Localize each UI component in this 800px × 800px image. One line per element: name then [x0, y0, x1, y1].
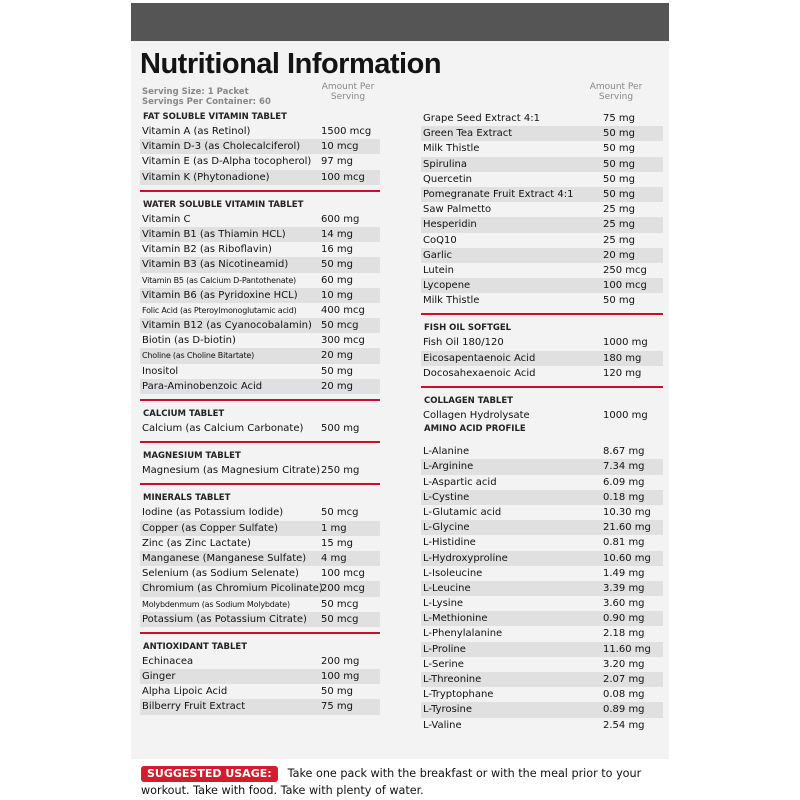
nutrient-name: Milk Thistle [423, 143, 480, 155]
nutrient-row [140, 699, 380, 714]
nutrient-amount: 2.54 mg [603, 719, 645, 731]
nutrient-row [140, 364, 380, 379]
section-title: MINERALS TABLET [143, 493, 231, 504]
nutrient-row [140, 348, 380, 363]
nutrient-name: L-Aspartic acid [423, 476, 497, 488]
nutrient-row [421, 611, 663, 626]
nutrient-row [421, 293, 663, 308]
nutrient-name: L-Glutamic acid [423, 506, 502, 518]
nutrient-row [140, 421, 380, 436]
nutrient-row [140, 318, 380, 333]
amount-header-left: Amount Per Serving [321, 82, 375, 102]
nutrient-name: L-Valine [423, 719, 462, 731]
nutrient-row [140, 581, 380, 596]
nutrient-row [421, 551, 663, 566]
section-divider [421, 313, 663, 315]
nutrient-name: Collagen Hydrolysate [423, 410, 530, 421]
nutrient-amount: 100 mcg [603, 280, 647, 292]
nutrient-amount: 6.09 mg [603, 476, 645, 488]
nutrient-row [140, 242, 380, 257]
section-antioxidant-continued [421, 111, 663, 308]
left-column [140, 111, 380, 715]
nutrient-row [140, 463, 380, 478]
nutrient-name: Saw Palmetto [423, 204, 492, 216]
nutrient-row [140, 654, 380, 669]
nutrient-amount: 100 mcg [321, 171, 365, 183]
nutrient-row [421, 202, 663, 217]
nutrient-amount: 50 mg [603, 128, 635, 140]
nutrient-name: Echinacea [142, 655, 194, 667]
nutrient-row [421, 263, 663, 278]
nutrient-row [140, 551, 380, 566]
nutrient-row [421, 217, 663, 232]
nutrient-row [421, 490, 663, 505]
section-divider [140, 399, 380, 401]
nutrient-name: L-Glycine [423, 522, 470, 534]
nutrient-name: Fish Oil 180/120 [423, 337, 504, 349]
nutrient-name: Alpha Lipoic Acid [142, 686, 228, 698]
nutrient-name: Vitamin K (Phytonadione) [142, 171, 270, 183]
nutrient-amount: 1000 mg [603, 337, 648, 349]
section-fat-soluble [140, 111, 380, 185]
nutrient-row [140, 273, 380, 288]
nutrient-row [421, 157, 663, 172]
nutrient-row [421, 535, 663, 550]
nutrient-name: Vitamin A (as Retinol) [142, 126, 251, 137]
nutrient-name: L-Arginine [423, 461, 474, 473]
nutrient-row [140, 333, 380, 348]
nutrient-amount: 50 mg [603, 173, 635, 185]
nutrient-row [140, 227, 380, 242]
nutrient-amount: 50 mcg [321, 507, 359, 519]
nutrient-name: Inositol [142, 365, 179, 377]
nutrient-amount: 8.67 mg [603, 446, 645, 458]
servings-per-container: Servings Per Container: 60 [142, 97, 271, 107]
nutrient-name: Hesperidin [423, 219, 477, 231]
nutrient-row [421, 459, 663, 474]
nutrient-name: Garlic [423, 249, 453, 261]
header-bar [131, 3, 669, 41]
nutrient-name: Quercetin [423, 173, 472, 185]
nutrient-name: Pomegranate Fruit Extract 4:1 [423, 188, 574, 200]
suggested-usage [141, 765, 671, 799]
nutrient-row [140, 124, 380, 139]
nutrient-name: L-Cystine [423, 491, 470, 503]
nutrient-amount: 50 mg [321, 259, 353, 271]
nutrient-amount: 25 mg [603, 234, 635, 246]
nutrient-amount: 3.20 mg [603, 658, 645, 670]
usage-badge: SUGGESTED USAGE: [141, 766, 278, 782]
nutrient-amount: 50 mg [603, 158, 635, 170]
nutrient-amount: 14 mg [321, 228, 353, 240]
section-fish-oil [421, 322, 663, 381]
nutrient-row [140, 379, 380, 394]
nutrient-amount: 180 mg [603, 352, 642, 364]
nutrient-name: Manganese (Manganese Sulfate) [142, 552, 307, 564]
section-title: AMINO ACID PROFILE [424, 424, 526, 435]
nutrient-row [421, 366, 663, 381]
nutrient-amount: 0.89 mg [603, 704, 645, 716]
nutrient-name: Iodine (as Potassium Iodide) [142, 507, 284, 519]
nutrient-row [421, 672, 663, 687]
section-amino-acid [421, 423, 663, 733]
usage-text: Take one pack with the breakfast or with the meal prior to your workout. Take with food. Take with plenty of water. [141, 767, 642, 797]
nutrient-row [421, 475, 663, 490]
nutrient-amount: 50 mcg [321, 613, 359, 625]
nutrient-row [421, 581, 663, 596]
nutrient-name: Milk Thistle [423, 295, 480, 307]
nutrient-name: Vitamin B1 (as Thiamin HCL) [142, 228, 286, 240]
section-magnesium [140, 450, 380, 478]
nutrient-row [140, 597, 380, 612]
section-divider [140, 441, 380, 443]
nutrient-amount: 50 mg [321, 365, 353, 377]
nutrient-name: Eicosapentaenoic Acid [423, 352, 536, 364]
nutrient-name: Copper (as Copper Sulfate) [142, 522, 278, 534]
nutrient-amount: 250 mcg [603, 264, 647, 276]
nutrient-amount: 0.08 mg [603, 689, 645, 701]
nutrient-amount: 0.18 mg [603, 491, 645, 503]
nutrient-name: Para-Aminobenzoic Acid [142, 380, 263, 392]
nutrient-row [421, 233, 663, 248]
nutrient-amount: 100 mg [321, 671, 360, 683]
page-title: Nutritional Information [140, 48, 442, 80]
nutrient-name: Docosahexaenoic Acid [423, 367, 536, 379]
nutrient-row [421, 444, 663, 459]
serving-size: Serving Size: 1 Packet [142, 87, 249, 97]
nutrient-name: Magnesium (as Magnesium Citrate) [142, 465, 320, 477]
nutrient-name: L-Proline [423, 643, 466, 655]
nutrient-row [140, 139, 380, 154]
serving-info [142, 87, 271, 107]
nutrient-row [421, 505, 663, 520]
nutrient-name: L-Methionine [423, 613, 488, 625]
nutrient-name: L-Phenylalanine [423, 628, 503, 640]
nutrient-amount: 1.49 mg [603, 567, 645, 579]
nutrient-amount: 10 mg [321, 289, 353, 301]
nutrient-row [140, 212, 380, 227]
nutrient-row [140, 669, 380, 684]
section-title: MAGNESIUM TABLET [143, 451, 241, 462]
nutrient-name: Vitamin B3 (as Nicotineamid) [142, 259, 289, 271]
nutrient-row [421, 111, 663, 126]
nutrient-name: Vitamin B6 (as Pyridoxine HCL) [142, 289, 298, 301]
nutrient-row [421, 187, 663, 202]
nutrient-amount: 60 mg [321, 274, 353, 286]
nutrient-name: Ginger [142, 671, 176, 683]
nutrient-name: Chromium (as Chromium Picolinate) [142, 583, 323, 595]
nutrient-row [140, 684, 380, 699]
nutrient-amount: 50 mg [321, 686, 353, 698]
nutrient-amount: 25 mg [603, 219, 635, 231]
nutrient-row [140, 288, 380, 303]
nutrient-amount: 0.90 mg [603, 613, 645, 625]
nutrient-amount: 10 mcg [321, 141, 359, 153]
nutrient-name: Vitamin B2 (as Riboflavin) [142, 244, 272, 256]
nutrient-name: Potassium (as Potassium Citrate) [142, 613, 307, 625]
nutrient-amount: 7.34 mg [603, 461, 645, 473]
nutrient-row [421, 626, 663, 641]
nutrient-name: Zinc (as Zinc Lactate) [142, 537, 251, 549]
nutrient-row [421, 687, 663, 702]
nutrient-row [140, 566, 380, 581]
nutrient-row [421, 335, 663, 350]
nutrient-name: Bilberry Fruit Extract [142, 701, 246, 713]
nutrient-name: L-Tyrosine [423, 704, 473, 716]
right-column [421, 111, 663, 733]
nutrient-name: Green Tea Extract [423, 128, 513, 140]
section-title: COLLAGEN TABLET [424, 396, 513, 406]
section-title: FISH OIL SOFTGEL [424, 323, 512, 334]
nutrient-name: CoQ10 [423, 234, 457, 246]
nutrient-name: L-Isoleucine [423, 567, 483, 579]
nutrient-amount: 15 mg [321, 537, 353, 549]
nutrient-name: L-Serine [423, 658, 464, 670]
nutrient-amount: 200 mcg [321, 583, 365, 595]
nutrient-amount: 11.60 mg [603, 643, 651, 655]
nutrient-amount: 4 mg [321, 552, 347, 564]
nutrient-row [140, 505, 380, 520]
nutrient-amount: 10.30 mg [603, 506, 651, 518]
nutrient-amount: 20 mg [603, 249, 635, 261]
nutrient-amount: 300 mcg [321, 335, 365, 347]
section-title: ANTIOXIDANT TABLET [143, 641, 248, 652]
nutrient-amount: 0.81 mg [603, 537, 645, 549]
nutrient-name: Biotin (as D-biotin) [142, 335, 236, 347]
nutrient-name: Grape Seed Extract 4:1 [423, 113, 540, 124]
nutrient-amount: 50 mcg [321, 320, 359, 332]
nutrient-name: L-Tryptophane [423, 689, 494, 701]
nutrient-name: Lycopene [423, 280, 471, 292]
nutrient-name: Calcium (as Calcium Carbonate) [142, 423, 304, 434]
section-title: FAT SOLUBLE VITAMIN TABLET [143, 112, 287, 122]
nutrient-row [421, 566, 663, 581]
nutrient-amount: 50 mg [603, 143, 635, 155]
section-title: CALCIUM TABLET [143, 409, 225, 419]
nutrient-amount: 50 mcg [321, 598, 359, 610]
nutrient-amount: 120 mg [603, 367, 642, 379]
nutrient-row [140, 536, 380, 551]
section-antioxidant [140, 641, 380, 715]
nutrient-amount: 16 mg [321, 244, 353, 256]
nutrient-name: L-Leucine [423, 582, 471, 594]
nutrient-amount: 21.60 mg [603, 522, 651, 534]
nutrient-name: Selenium (as Sodium Selenate) [142, 568, 299, 580]
nutrient-row [421, 408, 663, 423]
nutrient-amount: 10.60 mg [603, 552, 651, 564]
nutrient-amount: 400 mcg [321, 304, 365, 316]
nutrient-amount: 20 mg [321, 350, 353, 362]
section-minerals [140, 492, 380, 627]
nutrient-name: Vitamin B12 (as Cyanocobalamin) [142, 320, 312, 332]
spacer [421, 436, 663, 444]
nutrient-row [421, 520, 663, 535]
nutrient-name: Choline (as Choline Bitartate) [142, 351, 255, 361]
nutrient-row [140, 303, 380, 318]
nutrient-amount: 2.07 mg [603, 674, 645, 685]
nutrient-name: L-Histidine [423, 537, 476, 549]
section-water-soluble [140, 199, 380, 394]
nutrient-name: Vitamin B5 (as Calcium D-Pantothenate) [142, 275, 296, 285]
nutrient-row [421, 248, 663, 263]
nutrient-amount: 75 mg [321, 701, 353, 713]
nutrient-row [421, 351, 663, 366]
nutrient-amount: 600 mg [321, 213, 360, 225]
nutrient-amount: 1 mg [321, 522, 347, 534]
section-collagen [421, 395, 663, 423]
nutrient-amount: 3.39 mg [603, 582, 645, 594]
nutrient-amount: 97 mg [321, 156, 353, 168]
nutrient-amount: 250 mg [321, 465, 360, 477]
nutrient-amount: 75 mg [603, 113, 635, 124]
nutrient-name: Folic Acid (as Pteroylmonoglutamic acid) [142, 305, 297, 315]
nutrient-row [421, 141, 663, 156]
nutrient-amount: 500 mg [321, 423, 360, 434]
nutrient-row [140, 521, 380, 536]
nutrient-row [421, 702, 663, 717]
nutrient-row [421, 172, 663, 187]
nutrient-amount: 1000 mg [603, 410, 648, 421]
nutrient-amount: 100 mcg [321, 568, 365, 580]
nutrient-row [421, 278, 663, 293]
section-divider [140, 483, 380, 485]
nutrient-row [140, 154, 380, 169]
section-divider [140, 190, 380, 192]
nutrient-amount: 200 mg [321, 655, 360, 667]
nutrient-row [140, 257, 380, 272]
nutrient-name: Vitamin C [142, 213, 191, 225]
section-title: WATER SOLUBLE VITAMIN TABLET [143, 199, 304, 210]
amount-header-right: Amount Per Serving [589, 82, 643, 102]
nutrient-row [140, 612, 380, 627]
nutrient-amount: 50 mg [603, 188, 635, 200]
nutrient-row [421, 126, 663, 141]
nutrient-amount: 50 mg [603, 295, 635, 307]
nutrient-row [140, 170, 380, 185]
nutrient-row [421, 657, 663, 672]
section-divider [421, 386, 663, 388]
nutrient-row [421, 718, 663, 733]
nutrient-row [421, 596, 663, 611]
nutrient-amount: 1500 mcg [321, 126, 372, 137]
nutrient-name: L-Alanine [423, 446, 470, 458]
nutrient-name: Vitamin D-3 (as Cholecalciferol) [142, 141, 301, 153]
nutrient-amount: 3.60 mg [603, 598, 645, 610]
nutrient-row [421, 642, 663, 657]
section-divider [140, 632, 380, 634]
nutrient-amount: 25 mg [603, 204, 635, 216]
nutrient-name: L-Threonine [423, 674, 482, 685]
nutrient-name: L-Lysine [423, 598, 464, 610]
nutrient-name: Vitamin E (as D-Alpha tocopherol) [142, 156, 312, 168]
nutrient-name: L-Hydroxyproline [423, 552, 508, 564]
nutrient-name: Molybdenmum (as Sodium Molybdate) [142, 599, 290, 609]
nutrient-amount: 20 mg [321, 380, 353, 392]
nutrient-amount: 2.18 mg [603, 628, 645, 640]
nutrient-name: Lutein [423, 264, 454, 276]
section-calcium [140, 408, 380, 436]
nutrient-name: Spirulina [423, 158, 467, 170]
